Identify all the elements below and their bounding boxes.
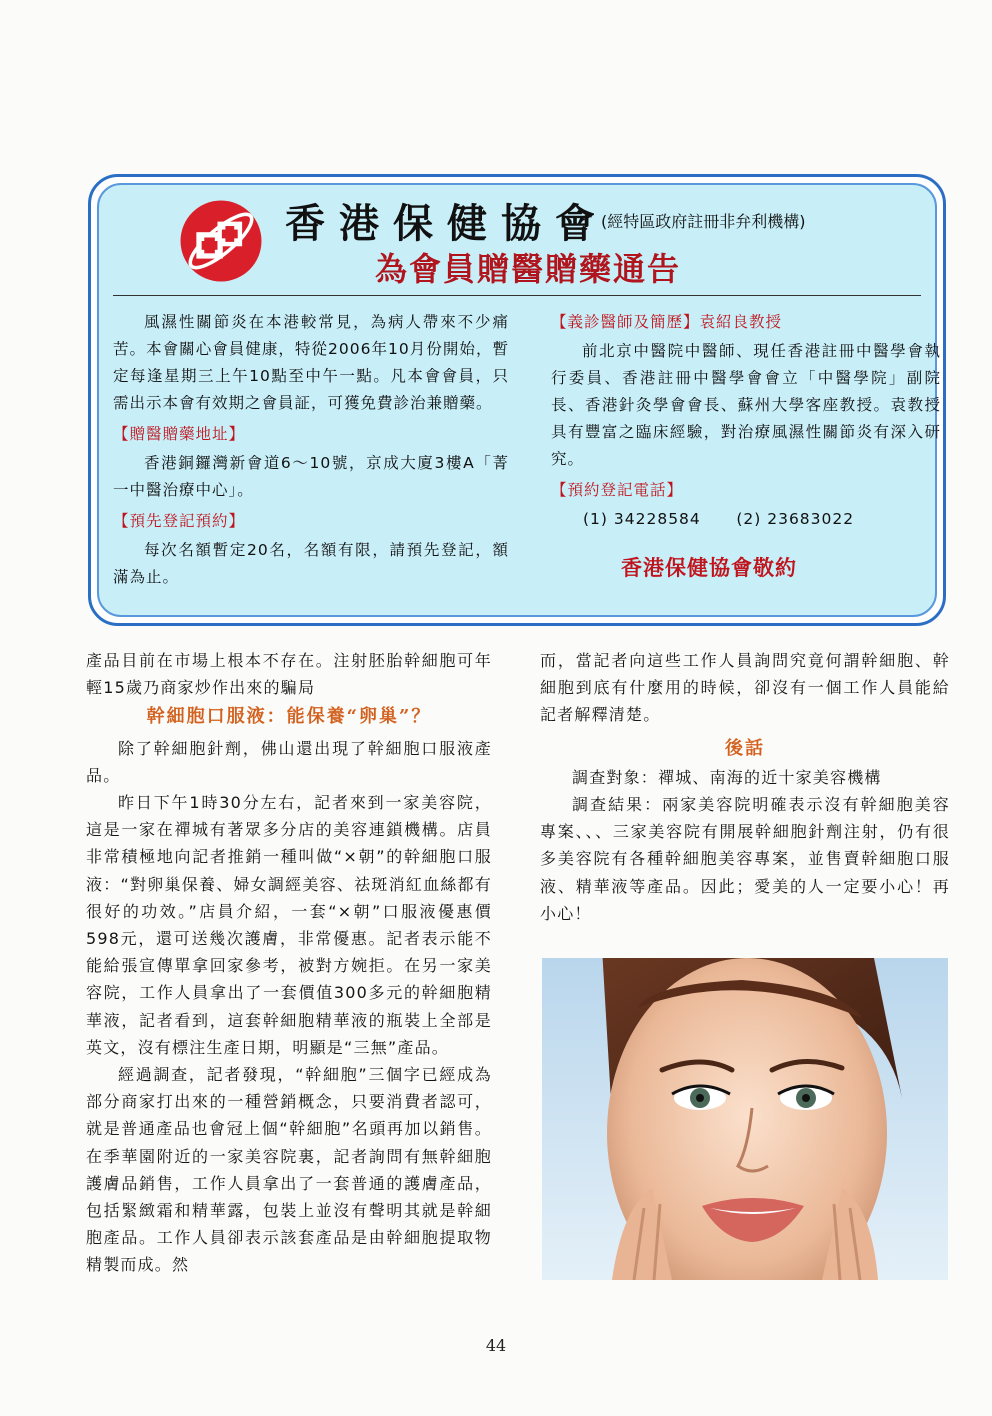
notice-title: 為會員贈醫贈藥通告 <box>375 250 682 288</box>
organization-name: 香港保健協會 <box>285 200 609 247</box>
registration-label: 【預先登記預約】 <box>113 512 246 530</box>
phone-number-1: (1) 34228584 <box>583 510 701 528</box>
notice-box <box>88 174 946 626</box>
address-text: 香港銅鑼灣新會道6～10號，京成大廈3樓A「菁一中醫治療中心」。 <box>113 454 509 499</box>
phone-label: 【預約登記電話】 <box>551 481 684 499</box>
address-label: 【贈醫贈藥地址】 <box>113 425 246 443</box>
article-right-column <box>540 647 950 927</box>
article-paragraph-2: 昨日下午1時30分左右，記者來到一家美容院，這是一家在禪城有著眾多分店的美容連鎖機構。店員非常積極地向記者推銷一種叫做“×朝”的幹細胞口服液：“對卵巢保養、婦女調經美容、祛斑消紅血絲都有很好的功效。”店員介紹，一套“×朝”口服液優惠價598元，還可送幾次護膚，非常優惠。記者表示能不能給張宣傳單拿回家參考，被對方婉拒。在另一家美容院，工作人員拿出了一套價值300多元的幹細胞精華液，記者看到，這套幹細胞精華液的瓶裝上全部是英文，沒有標注生產日期，明顯是“三無”產品。 <box>86 793 492 1057</box>
article-left-intro: 產品目前在市場上根本不存在。注射胚胎幹細胞可年輕15歲乃商家炒作出來的騙局 <box>86 651 492 698</box>
page-number: 44 <box>485 1336 507 1355</box>
notice-panel <box>97 183 941 617</box>
registration-text: 每次名額暫定20名，名額有限，請預先登記，額滿為止。 <box>113 541 509 586</box>
notice-signature: 香港保健協會敬約 <box>621 556 797 580</box>
doctor-label: 【義診醫師及簡歷】袁紹良教授 <box>551 313 783 331</box>
afterword-heading: 後話 <box>725 737 765 759</box>
notice-right-column <box>551 309 941 582</box>
phone-numbers <box>551 506 941 533</box>
article-paragraph-1: 除了幹細胞針劑，佛山還出現了幹細胞口服液產品。 <box>86 738 492 785</box>
article-paragraph-3: 經過調查，記者發現，“幹細胞”三個字已經成為部分商家打出來的一種營銷概念，只要消費者認可，就是普通產品也會冠上個“幹細胞”名頭再加以銷售。在季華園附近的一家美容院裏，記者詢問有無幹細胞護膚品銷售，工作人員拿出了一套普通的護膚產品，包括緊緻霜和精華露，包裝上並沒有聲明其就是幹細胞產品。工作人員卻表示該套產品是由幹細胞提取物精製而成。然 <box>86 1065 492 1275</box>
article-right-intro: 而，當記者向這些工作人員詢問究竟何謂幹細胞、幹細胞到底有什麼用的時候，卻沒有一個工作人員能給記者解釋清楚。 <box>540 651 950 725</box>
doctor-bio: 前北京中醫院中醫師、現任香港註冊中醫學會執行委員、香港註冊中醫學會會立「中醫學院」副院長、香港針灸學會會長、蘇州大學客座教授。袁教授具有豐富之臨床經驗，對治療風濕性關節炎有深入研究。 <box>551 342 941 468</box>
article-subheading: 幹細胞口服液：能保養“卵巢”？ <box>146 706 432 728</box>
divider <box>113 295 921 296</box>
phone-number-2: (2) 23683022 <box>736 510 855 528</box>
face-photo <box>542 958 948 1280</box>
notice-intro: 風濕性關節炎在本港較常見，為病人帶來不少痛苦。本會關心會員健康，特從2006年10月份開始，暫定每逢星期三上午10點至中午一點。凡本會會員，只需出示本會有效期之會員証，可獲免費診治兼贈藥。 <box>113 313 509 412</box>
association-logo-icon <box>177 197 265 285</box>
survey-result: 調查結果：兩家美容院明確表示沒有幹細胞美容專案、、、三家美容院有開展幹細胞針劑注射，仍有很多美容院有各種幹細胞美容專案，並售賣幹細胞口服液、精華液等產品。因此；愛美的人一定要小心！再小心！ <box>540 795 950 923</box>
organization-note: (經特區政府註冊非弁利機構) <box>601 212 806 231</box>
notice-left-column <box>113 309 509 591</box>
survey-subject: 調查對象：禪城、南海的近十家美容機構 <box>572 767 882 787</box>
article-left-column <box>86 647 492 1279</box>
